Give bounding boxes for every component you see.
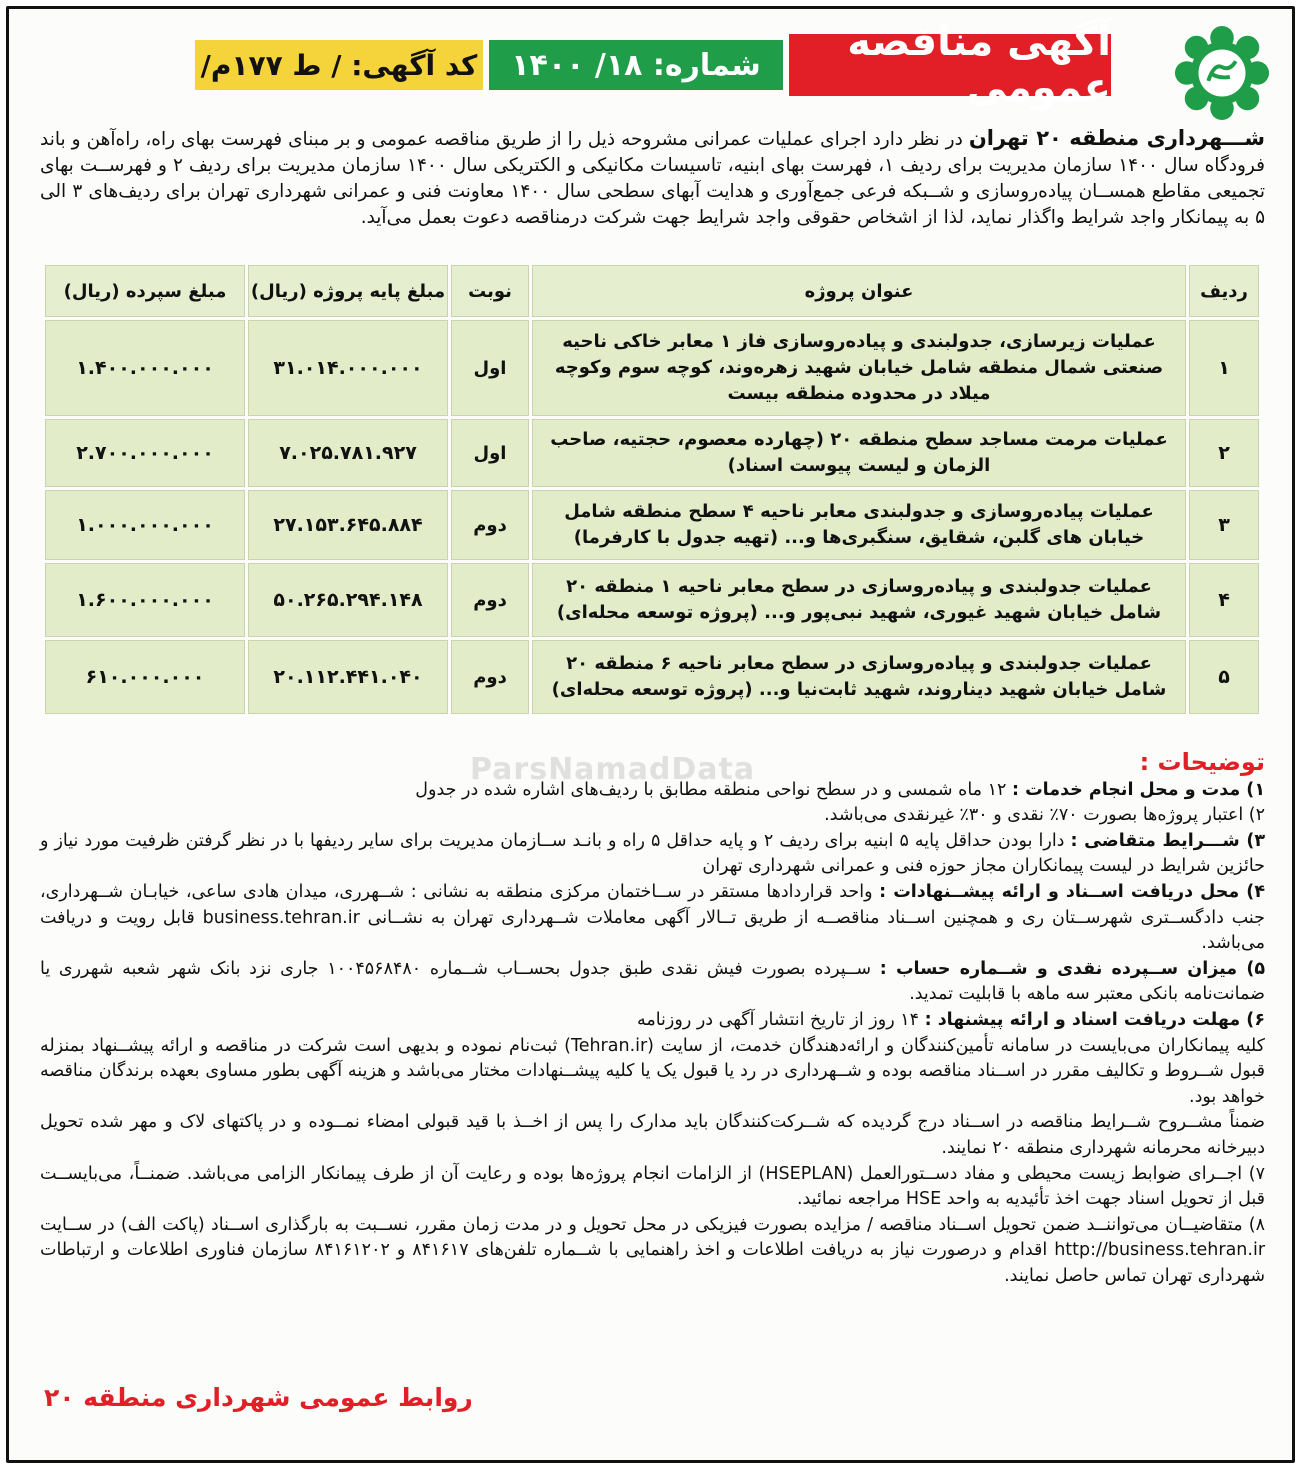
base-amount: ۲۰.۱۱۲.۴۴۱.۰۴۰ — [248, 640, 448, 714]
notes-heading: توضیحات : — [1139, 748, 1265, 776]
turn: دوم — [451, 563, 529, 637]
note-1-text: ۱۲ ماه شمسی و در سطح نواحی منطقه مطابق با ردیف‌های اشاره شده در جدول — [415, 779, 1012, 800]
note-p1-url: (Tehran.ir) — [564, 1035, 655, 1056]
table-row — [45, 563, 1259, 637]
note-8-a: ۸) متقاضیــان می‌تواننــد ضمن تحویل اســناد مناقصه / مزایده بصورت فیزیکی در محل تحویل و در مدت زمان مقرر، نســبت به بارگذاری اســناد (پاکت الف) در ســایت — [40, 1214, 1265, 1235]
note-6 — [40, 1008, 1265, 1034]
note-1-label: ۱) مدت و محل انجام خدمات : — [1011, 779, 1265, 800]
deposit-amount: ۱.۶۰۰.۰۰۰.۰۰۰ — [45, 563, 245, 637]
row-number: ۳ — [1189, 490, 1259, 560]
note-paragraph-2: ضمناً مشــروح شــرایط مناقصه در اســناد درج گردیده که شــرکت‌کنندگان باید مدارک را پس از اخــذ با قید قبولی امضاء نمــوده و در پاکتهای لاک و مهر شده تحویل دبیرخانه محرمانه شهرداری منطقه ۲۰ نمایند. — [40, 1112, 1265, 1158]
table-row — [45, 419, 1259, 487]
note-paragraph-1 — [40, 1034, 1265, 1111]
table-row — [45, 490, 1259, 560]
deposit-amount: ۱.۰۰۰.۰۰۰.۰۰۰ — [45, 490, 245, 560]
ad-code: کد آگهی: / ط ۱۷۷م/ — [195, 40, 483, 90]
table-row — [45, 640, 1259, 714]
note-5-label: ۵) میزان ســپرده نقدی و شــماره حساب : — [879, 958, 1266, 979]
project-title: عملیات جدولبندی و پیاده‌روسازی در سطح معابر ناحیه ۶ منطقه ۲۰ شامل خیابان شهید دیناروند، شهید ثابت‌نیا و... (پروژه توسعه محله‌ای) — [532, 640, 1186, 714]
notice-header — [46, 19, 1271, 111]
footer-signature: روابط عمومی شهرداری منطقه ۲۰ — [44, 1383, 473, 1412]
col-turn-header: نوبت — [451, 265, 529, 317]
intro-paragraph — [40, 125, 1265, 231]
note-8-url: http://business.tehran.ir — [1054, 1240, 1266, 1261]
row-number: ۴ — [1189, 563, 1259, 637]
base-amount: ۵۰.۲۶۵.۲۹۴.۱۴۸ — [248, 563, 448, 637]
watermark: ParsNamadData — [470, 752, 756, 787]
table-row — [45, 320, 1259, 416]
project-title: عملیات زیرسازی، جدولبندی و پیاده‌روسازی فاز ۱ معابر خاکی ناحیه صنعتی شمال منطقه شامل خیابان شهید زهره‌وند، کوچه سوم وکوچه میلاد در محدوده منطقه بیست — [532, 320, 1186, 416]
intro-text: در نظر دارد اجرای عملیات عمرانی مشروحه ذیل را از طریق مناقصه عمومی و بر مبنای فهرست بهای راه، راه‌آهن و باند فرودگاه سال ۱۴۰۰ سازمان مدیریت برای ردیف ۱، فهرست بهای ابنیه، تاسیسات مکانیکی و الکتریکی سال ۱۴۰۰ سازمان مدیریت برای ردیف ۲ و فهرســت بهای تجمیعی مقاطع همســان پیاده‌روسازی و شــبکه فرعی جمع‌آوری و هدایت آبهای سطحی سال ۱۴۰۰ معاونت فنی و عمرانی شهرداری تهران برای ردیف‌های ۳ الی ۵ به پیمانکار واجد شرایط واگذار نماید، لذا از اشخاص حقوقی واجد شرایط جهت شرکت درمناقصه دعوت بعمل می‌آید. — [40, 129, 1266, 228]
projects-table — [42, 262, 1262, 717]
note-6-text: ۱۴ روز از تاریخ انتشار آگهی در روزنامه — [636, 1009, 925, 1030]
note-p1-b: ثبت‌نام نموده و بدیهی است شرکت در مناقصه و ارائه پیشــنهاد بمنزله قبول شــروط و تکالیف مقرر در اســناد مناقصه بوده و شــهرداری در رد یا قبول یک یا کلیه پیشــنهادات مختار می‌باشد و هزینه آگهی بطور مساوی بعهده برندگان مناقصه خواهد بود. — [40, 1035, 1265, 1107]
intro-lead: شـــهرداری منطقه ۲۰ تهران — [968, 126, 1265, 150]
base-amount: ۷.۰۲۵.۷۸۱.۹۲۷ — [248, 419, 448, 487]
note-6-label: ۶) مهلت دریافت اسناد و ارائه پیشنهاد : — [924, 1009, 1265, 1030]
note-5 — [40, 957, 1265, 1008]
col-base-header: مبلغ پایه پروژه (ریال) — [248, 265, 448, 317]
note-4 — [40, 880, 1265, 957]
table-header-row — [45, 265, 1259, 317]
notes-section — [40, 750, 1265, 1289]
turn: دوم — [451, 640, 529, 714]
project-title: عملیات مرمت مساجد سطح منطقه ۲۰ (چهارده معصوم، حجتیه، صاحب الزمان و لیست پیوست اسناد) — [532, 419, 1186, 487]
note-8-b: اقدام و درصورت نیاز به دریافت اطلاعات و اخذ راهنمایی با شــماره تلفن‌های ۸۴۱۶۱۷ و ۸۴۱۶۱۲۰۲ سازمان فناوری اطلاعات و ارتباطات شهرداری تهران تماس حاصل نمایند. — [40, 1240, 1265, 1286]
note-5-text: ســپرده بصورت فیش نقدی طبق جدول بحســاب شــماره ۱۰۰۴۵۶۸۴۸۰ جاری نزد بانک شهر شعبه شهرری یا ضمانت‌نامه بانکی معتبر سه ماهه با قابلیت تمدید. — [40, 958, 1265, 1005]
note-4-label: ۴) محل دریافت اســناد و ارائه پیشــنهادات : — [879, 881, 1265, 902]
tehran-municipality-logo-icon — [1173, 24, 1271, 122]
notice-title: آگهی مناقصه عمومی — [789, 34, 1111, 96]
turn: دوم — [451, 490, 529, 560]
col-row-header: ردیف — [1189, 265, 1259, 317]
note-4-url: business.tehran.ir — [202, 907, 360, 928]
turn: اول — [451, 320, 529, 416]
turn: اول — [451, 419, 529, 487]
note-p1-a: کلیه پیمانکاران می‌بایست در سامانه تأمین‌کنندگان و ارائه‌دهندگان خدمت، از سایت — [654, 1035, 1265, 1056]
col-title-header: عنوان پروژه — [532, 265, 1186, 317]
note-3-text: دارا بودن حداقل پایه ۵ ابنیه برای ردیف ۲ و پایه حداقل ۵ راه و بانـد ســازمان مدیریت برای سایر ردیفها با در نظر گرفتن ظرفیت مورد نیاز و حائزین شرایط در لیست پیمانکاران مجاز حوزه فنی و عمرانی شهرداری تهران — [40, 830, 1265, 877]
row-number: ۲ — [1189, 419, 1259, 487]
col-deposit-header: مبلغ سپرده (ریال) — [45, 265, 245, 317]
note-4-tail: قابل رویت و دریافت می‌باشد. — [40, 907, 1265, 954]
base-amount: ۲۷.۱۵۳.۶۴۵.۸۸۴ — [248, 490, 448, 560]
note-4-text: واحد قراردادها مستقر در ســاختمان مرکزی منطقه به نشانی : شــهرری، میدان هادی ساعی، خیابـان شــهرداری، جنب دادگســتری شهرســتان ری و همچنین اســناد مناقصــه از طریق تــالار آگهی معاملات شــهرداری تهران به نشــانی — [40, 881, 1265, 928]
note-3-label: ۳) شـــرایط متقاضی : — [1070, 830, 1265, 851]
base-amount: ۳۱.۰۱۴.۰۰۰.۰۰۰ — [248, 320, 448, 416]
note-2: ۲) اعتبار پروژه‌ها بصورت ۷۰٪ نقدی و ۳۰٪ غیرنقدی می‌باشد. — [824, 805, 1265, 826]
row-number: ۱ — [1189, 320, 1259, 416]
project-title: عملیات پیاده‌روسازی و جدولبندی معابر ناحیه ۴ سطح منطقه شامل خیابان های گلبن، شقایق، سنگبری‌ها و... (تهیه جدول با کارفرما) — [532, 490, 1186, 560]
deposit-amount: ۶۱۰.۰۰۰.۰۰۰ — [45, 640, 245, 714]
deposit-amount: ۱.۴۰۰.۰۰۰.۰۰۰ — [45, 320, 245, 416]
note-7: ۷) اجــرای ضوابط زیست محیطی و مفاد دســتورالعمل (HSEPLAN) از الزامات انجام پروژه‌ها بوده و رعایت آن از طرف پیمانکار الزامی می‌باشد. ضمنــاً، می‌بایســت قبل از تحویل اسناد جهت اخذ تأئیدیه به واحد HSE مراجعه نمائید. — [40, 1163, 1265, 1210]
project-title: عملیات جدولبندی و پیاده‌روسازی در سطح معابر ناحیه ۱ منطقه ۲۰ شامل خیابان شهید غیوری، شهید نبی‌پور و... (پروژه توسعه محله‌ای) — [532, 563, 1186, 637]
note-8 — [40, 1213, 1265, 1290]
note-3 — [40, 829, 1265, 880]
row-number: ۵ — [1189, 640, 1259, 714]
note-1 — [40, 778, 1265, 804]
notice-number: شماره: ۱۸/ ۱۴۰۰ — [489, 40, 783, 90]
deposit-amount: ۲.۷۰۰.۰۰۰.۰۰۰ — [45, 419, 245, 487]
